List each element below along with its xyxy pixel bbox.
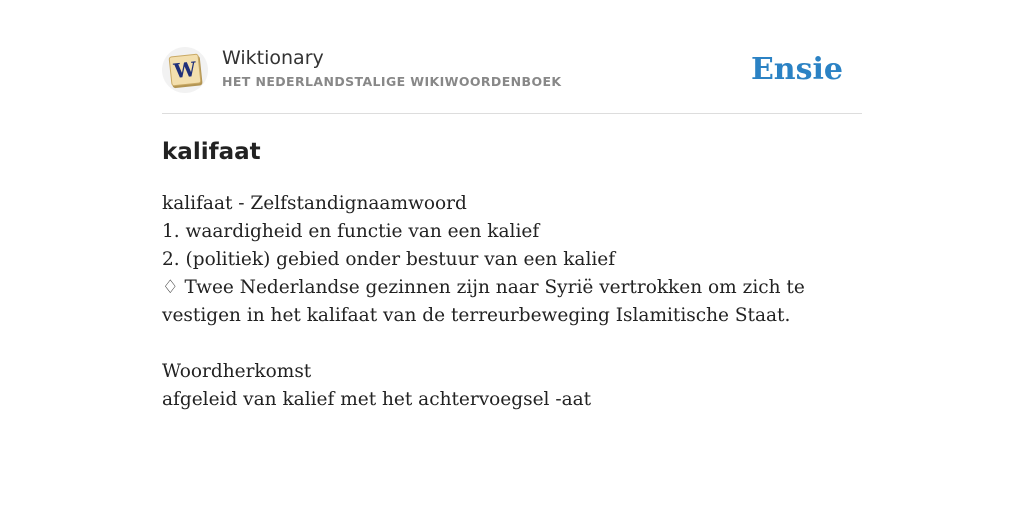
- logo-letter: W: [172, 56, 198, 84]
- entry-card: [162, 0, 862, 410]
- definition-2: 2. (politiek) gebied onder bestuur van een kalief: [162, 249, 616, 270]
- header: [162, 0, 862, 114]
- spacer: [162, 330, 862, 358]
- entry-content: [162, 190, 862, 414]
- etymology-heading: Woordherkomst: [162, 361, 312, 382]
- logo-tile-icon: [169, 54, 202, 87]
- example-sentence: ♢ Twee Nederlandse gezinnen zijn naar Syrië vertrokken om zich te vestigen in het kalifaat van de terreurbeweging Islamitische Staat.: [162, 277, 805, 326]
- definition-1: 1. waardigheid en functie van een kalief: [162, 221, 540, 242]
- site-subtitle: HET NEDERLANDSTALIGE WIKIWOORDENBOEK: [222, 74, 562, 89]
- wiktionary-logo[interactable]: [162, 47, 208, 93]
- ensie-brand-logo[interactable]: Ensie: [750, 52, 843, 87]
- page-title: kalifaat: [162, 139, 261, 165]
- part-of-speech-line: kalifaat - Zelfstandignaamwoord: [162, 193, 467, 214]
- etymology-text: afgeleid van kalief met het achtervoegsel -aat: [162, 389, 592, 410]
- site-name[interactable]: Wiktionary: [222, 47, 324, 69]
